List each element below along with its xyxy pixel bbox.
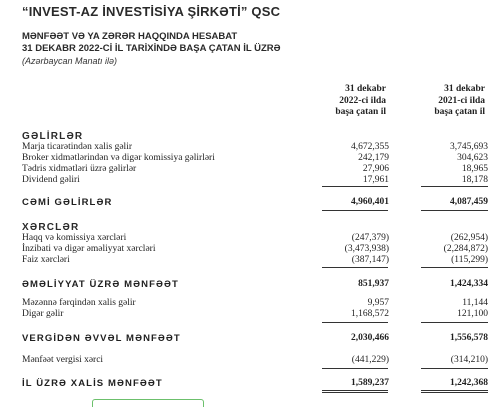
subtotal-rule [421,267,488,268]
subtotal-rule [322,368,388,369]
subtotal-rule [421,368,488,369]
section-heading-income: GƏLİRLƏR [22,131,84,142]
table-row [22,175,488,186]
total-rule [322,210,388,211]
value-2021: (262,954) [450,233,488,243]
subtotal-rule [322,267,388,268]
row-label: Marja ticarətindən xalis gəlir [22,142,132,152]
currency-unit: (Azərbaycan Manatı ilə) [22,56,118,66]
row-label: Mənfəət vergisi xərci [22,355,104,365]
section-heading-expenses: XƏRCLƏR [22,222,80,233]
table-row-total-income [22,197,488,208]
value-2021: 18,965 [461,164,488,174]
value-2021: 18,178 [461,175,488,185]
row-label: Broker xidmətlərindən və digər komissiya gəlirləri [22,153,215,163]
stamp-mark [92,399,204,407]
column-header-line: 2022-ci ilda [339,95,386,106]
subtotal-rule [322,186,388,187]
value-2021: (2,284,872) [443,244,488,254]
row-label: Faiz xərcləri [22,255,70,265]
value-2021: 121,100 [457,309,488,319]
value-2022: 2,030,466 [351,333,389,343]
report-title: MƏNFƏƏT VƏ YA ZƏRƏR HAQQINDA HESABAT [22,31,238,42]
value-2022: 27,906 [362,164,389,174]
table-row-net-profit [22,378,488,389]
table-row [22,142,488,153]
row-label: VERGİDƏN ƏVVƏL MƏNFƏƏT [22,333,181,344]
value-2021: 1,424,334 [450,279,488,289]
table-row [22,164,488,175]
column-header-line: 2021-ci ilda [438,95,485,106]
table-row-operating-profit [22,279,488,290]
row-label: Haqq və komissiya xərcləri [22,233,127,243]
value-2021: 4,087,459 [450,197,488,207]
double-total-rule [421,390,488,393]
column-header-2021 [405,84,485,119]
value-2021: 3,745,693 [450,142,488,152]
value-2021: (314,210) [450,355,488,365]
column-header-line: 31 dekabr [345,84,386,94]
value-2022: 242,179 [358,153,389,163]
table-row [22,153,488,164]
column-header-2022 [306,84,386,119]
table-row [22,233,488,244]
value-2022: 4,672,355 [351,142,389,152]
total-rule [421,210,488,211]
row-label: Məzənnə fərqindən xalis gəlir [22,298,136,308]
value-2021: (115,299) [451,255,488,265]
subtotal-rule [421,186,488,187]
row-label: Digər gəlir [22,309,64,319]
double-total-rule [322,390,388,393]
value-2022: 1,168,572 [351,309,389,319]
value-2022: 4,960,401 [351,197,389,207]
value-2022: 1,589,237 [351,378,389,388]
value-2022: 9,957 [367,298,389,308]
table-row [22,309,488,320]
subtotal-rule [322,322,388,323]
row-label: ƏMƏLİYYAT ÜZRƏ MƏNFƏƏT [22,279,179,290]
column-header-line: başa çatan il [434,107,485,117]
table-row-profit-before-tax [22,333,488,344]
value-2021: 304,623 [457,153,488,163]
column-header-line: 31 dekabr [444,84,485,94]
table-row [22,255,488,266]
column-header-line: başa çatan il [335,107,386,117]
value-2021: 1,242,368 [450,378,488,388]
row-label: Tədris xidmətləri üzrə gəlirlər [22,164,137,174]
value-2022: (387,147) [351,255,389,265]
value-2021: 11,144 [462,298,488,308]
table-row [22,298,488,309]
value-2021: 1,556,578 [450,333,488,343]
value-2022: 17,961 [362,175,389,185]
company-name: “INVEST-AZ İNVESTİSİYA ŞİRKƏTİ” QSC [22,4,281,19]
value-2022: (247,379) [351,233,389,243]
value-2022: (441,229) [351,355,389,365]
row-label: Dividend gəliri [22,175,80,185]
report-period: 31 DEKABR 2022-Cİ İL TARİXİNDƏ BAŞA ÇATAN İL ÜZRƏ [22,43,281,54]
row-label: CƏMİ GƏLİRLƏR [22,197,113,208]
row-label: İnzibati və digər əməliyyat xərcləri [22,244,156,254]
table-row [22,355,488,366]
value-2022: (3,473,938) [344,244,389,254]
row-label: İL ÜZRƏ XALİS MƏNFƏƏT [22,378,163,389]
table-row [22,244,488,255]
subtotal-rule [421,322,488,323]
value-2022: 851,937 [358,279,389,289]
